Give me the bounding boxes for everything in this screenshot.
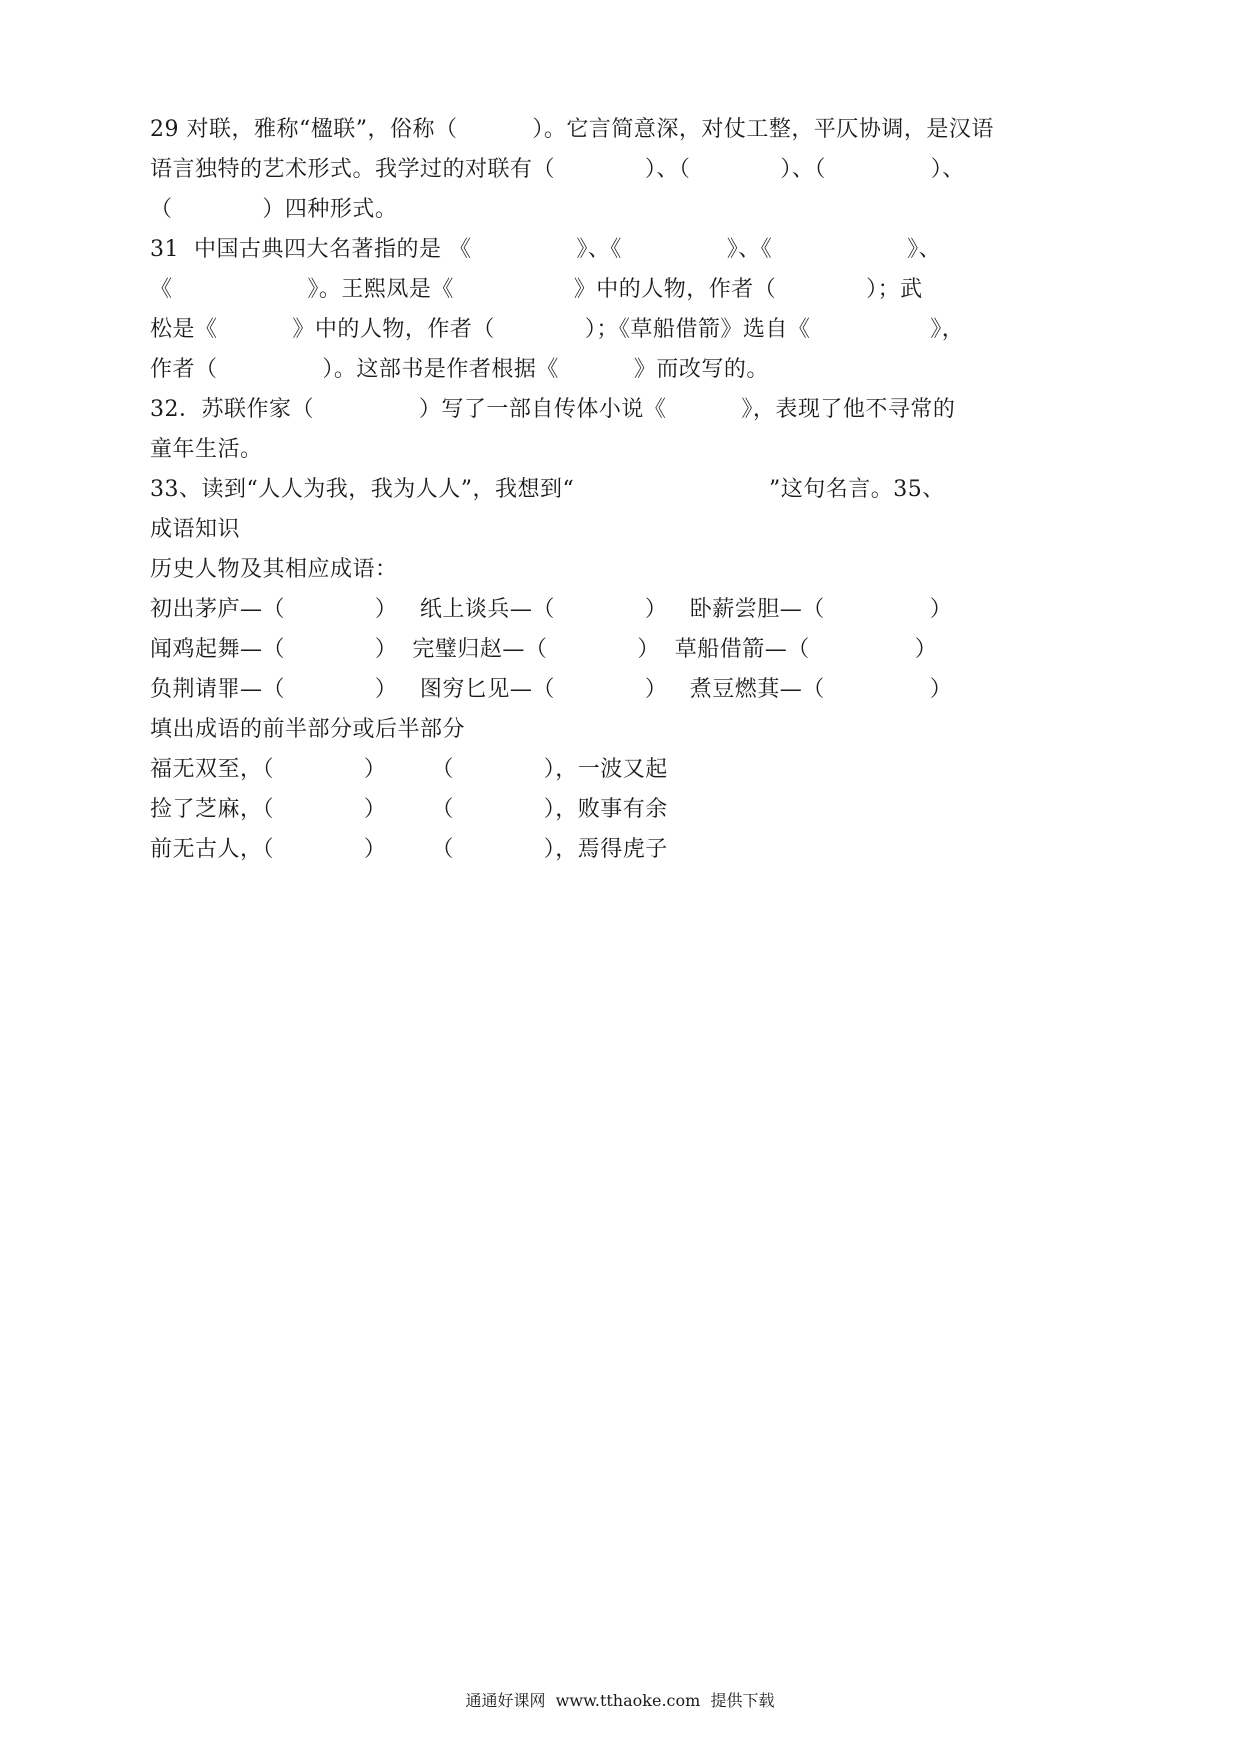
question-32-line-2: 童年生活。 xyxy=(150,437,263,462)
question-33-line: 33、读到“人人为我，我为人人”，我想到“ ”这句名言。35、 xyxy=(150,477,945,502)
idiom-row-1: 初出茅庐—（ ） 纸上谈兵—（ ） 卧薪尝胆—（ ） xyxy=(150,597,953,622)
idiom-row-2: 闻鸡起舞—（ ） 完璧归赵—（ ） 草船借箭—（ ） xyxy=(150,637,938,662)
question-29-line-2: 语言独特的艺术形式。我学过的对联有（ ）、（ ）、（ ）、 xyxy=(150,157,965,182)
question-31-line-1: 31 中国古典四大名著指的是 《 》、《 》、《 》、 xyxy=(150,237,942,262)
idiom-row-3: 负荆请罪—（ ） 图穷匕见—（ ） 煮豆燃萁—（ ） xyxy=(150,677,953,702)
subsection-fill-idioms: 填出成语的前半部分或后半部分 xyxy=(150,717,466,742)
question-31-line-4: 作者（ ）。这部书是作者根据《 》而改写的。 xyxy=(150,357,769,382)
fill-idiom-row-3: 前无古人，（ ） （ ），焉得虎子 xyxy=(150,837,668,862)
question-31-line-3: 松是《 》中的人物，作者（ ）；《草船借箭》选自《 》， xyxy=(150,317,965,342)
fill-idiom-row-2: 捡了芝麻，（ ） （ ），败事有余 xyxy=(150,797,668,822)
subsection-historical-figures: 历史人物及其相应成语： xyxy=(150,557,398,582)
question-31-line-2: 《 》。王熙凤是《 》中的人物，作者（ ）；武 xyxy=(150,277,923,302)
page-footer: 通通好课网 www.tthaoke.com 提供下载 xyxy=(465,1691,775,1710)
question-32-line-1: 32．苏联作家（ ）写了一部自传体小说《 》，表现了他不寻常的 xyxy=(150,397,956,422)
question-29-line-3: （ ）四种形式。 xyxy=(150,197,398,222)
fill-idiom-row-1: 福无双至，（ ） （ ），一波又起 xyxy=(150,757,668,782)
question-29-line-1: 29 对联，雅称“楹联”，俗称（ ）。它言简意深，对仗工整，平仄协调，是汉语 xyxy=(150,117,994,142)
section-idiom-knowledge: 成语知识 xyxy=(150,517,241,542)
